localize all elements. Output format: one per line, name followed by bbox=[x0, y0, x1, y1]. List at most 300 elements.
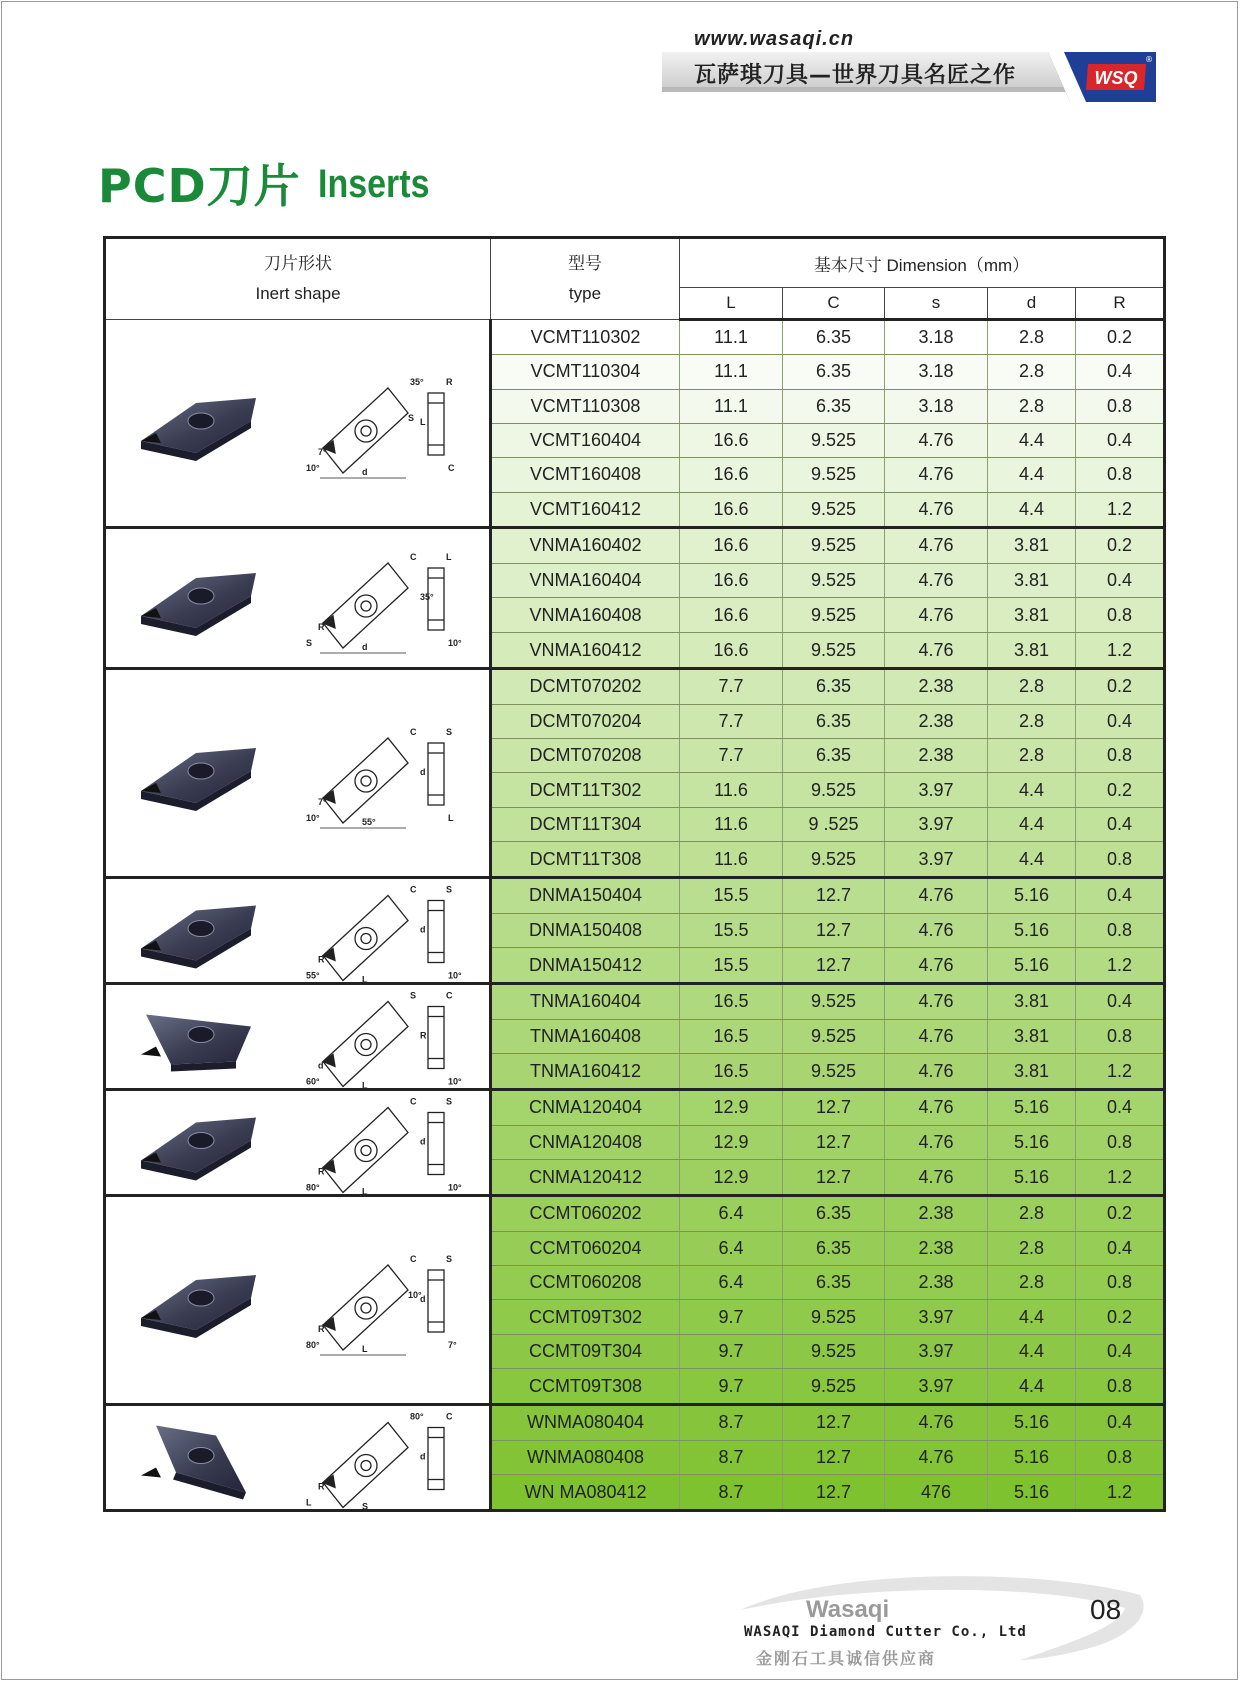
type-cell: VNMA160404 bbox=[491, 563, 680, 598]
dimension-label: L bbox=[362, 974, 368, 982]
dimension-label: L bbox=[362, 1080, 368, 1088]
dim-cell-R: 0.8 bbox=[1076, 1125, 1165, 1160]
dim-cell-L: 16.6 bbox=[680, 633, 783, 669]
dim-cell-s: 3.97 bbox=[885, 773, 988, 807]
dim-cell-R: 0.2 bbox=[1076, 1196, 1165, 1232]
dim-cell-d: 4.4 bbox=[988, 807, 1076, 841]
table-row bbox=[105, 528, 1165, 564]
dimension-label: 10° bbox=[408, 1290, 422, 1300]
vcmt-insert-diagram bbox=[106, 320, 489, 526]
dimension-label: C bbox=[446, 990, 453, 1001]
dim-cell-d: 3.81 bbox=[988, 598, 1076, 633]
dim-cell-s: 2.38 bbox=[885, 1265, 988, 1299]
dim-cell-L: 11.6 bbox=[680, 842, 783, 878]
dim-cell-L: 7.7 bbox=[680, 738, 783, 772]
insert-drawing bbox=[320, 1265, 444, 1355]
dimension-label: C bbox=[410, 1254, 417, 1264]
dim-cell-C: 9.525 bbox=[783, 423, 885, 457]
header-shape bbox=[105, 238, 491, 320]
dimension-label: 80° bbox=[410, 1411, 424, 1422]
dim-cell-L: 7.7 bbox=[680, 704, 783, 738]
insert-photo bbox=[141, 906, 256, 969]
dim-cell-d: 2.8 bbox=[988, 320, 1076, 355]
type-cell: CNMA120404 bbox=[491, 1090, 680, 1126]
header-type bbox=[491, 238, 680, 320]
dim-cell-L: 11.1 bbox=[680, 320, 783, 355]
type-cell: CCMT09T302 bbox=[491, 1300, 680, 1334]
dim-cell-L: 8.7 bbox=[680, 1475, 783, 1511]
dim-cell-L: 11.1 bbox=[680, 389, 783, 423]
dim-cell-R: 0.8 bbox=[1076, 598, 1165, 633]
table-row bbox=[105, 878, 1165, 914]
dim-cell-d: 4.4 bbox=[988, 773, 1076, 807]
dimension-label: C bbox=[410, 552, 417, 562]
dimension-label: C bbox=[410, 884, 417, 895]
dim-cell-R: 0.8 bbox=[1076, 1265, 1165, 1299]
spec-table-body bbox=[105, 320, 1165, 1511]
dim-cell-d: 5.16 bbox=[988, 1160, 1076, 1196]
dim-cell-s: 3.97 bbox=[885, 842, 988, 878]
dim-cell-C: 6.35 bbox=[783, 389, 885, 423]
dim-cell-C: 9.525 bbox=[783, 1019, 885, 1054]
insert-drawing bbox=[320, 896, 444, 983]
table-row bbox=[105, 1405, 1165, 1441]
footer-tagline: 金刚石工具诚信供应商 bbox=[756, 1649, 937, 1668]
type-cell: WN MA080412 bbox=[491, 1475, 680, 1511]
header-shape-cn: 刀片形状 bbox=[264, 254, 332, 273]
header-R: R bbox=[1076, 288, 1165, 320]
dim-cell-R: 0.2 bbox=[1076, 773, 1165, 807]
header-type-cn: 型号 bbox=[568, 254, 602, 273]
dim-cell-s: 4.76 bbox=[885, 1125, 988, 1160]
dim-cell-C: 12.7 bbox=[783, 878, 885, 914]
dimension-label: d bbox=[362, 467, 368, 477]
shape-cell bbox=[105, 1090, 491, 1196]
type-cell: CCMT09T304 bbox=[491, 1334, 680, 1368]
dim-cell-C: 9.525 bbox=[783, 1300, 885, 1334]
table-row bbox=[105, 1090, 1165, 1126]
dimension-label: d bbox=[420, 767, 426, 777]
dim-cell-L: 16.6 bbox=[680, 563, 783, 598]
dim-cell-s: 476 bbox=[885, 1475, 988, 1511]
dim-cell-L: 7.7 bbox=[680, 669, 783, 705]
dim-cell-R: 0.8 bbox=[1076, 1019, 1165, 1054]
dimension-label: L bbox=[306, 1497, 312, 1508]
dim-cell-C: 12.7 bbox=[783, 1440, 885, 1475]
dimension-label: d bbox=[362, 642, 368, 652]
insert-photo bbox=[141, 398, 256, 461]
dimension-label: R bbox=[318, 954, 325, 965]
type-cell: VNMA160412 bbox=[491, 633, 680, 669]
dim-cell-R: 0.8 bbox=[1076, 1440, 1165, 1475]
dim-cell-s: 4.76 bbox=[885, 1160, 988, 1196]
dimension-label: L bbox=[446, 552, 452, 562]
dim-cell-C: 9.525 bbox=[783, 598, 885, 633]
wnma-insert-diagram bbox=[106, 1406, 489, 1509]
dim-cell-C: 9.525 bbox=[783, 563, 885, 598]
dim-cell-R: 0.4 bbox=[1076, 1090, 1165, 1126]
type-cell: DCMT070202 bbox=[491, 669, 680, 705]
dimension-label: d bbox=[420, 924, 426, 935]
dimension-label: S bbox=[446, 727, 453, 737]
table-row bbox=[105, 320, 1165, 355]
dim-cell-s: 4.76 bbox=[885, 598, 988, 633]
dim-cell-R: 1.2 bbox=[1076, 1054, 1165, 1090]
dim-cell-C: 9.525 bbox=[783, 1369, 885, 1405]
dim-cell-d: 4.4 bbox=[988, 492, 1076, 527]
dimension-label: C bbox=[410, 1096, 417, 1107]
dim-cell-s: 4.76 bbox=[885, 913, 988, 948]
shape-cell bbox=[105, 1196, 491, 1405]
spec-table-wrap bbox=[103, 236, 1166, 1512]
type-cell: DNMA150408 bbox=[491, 913, 680, 948]
logo-registered-mark: ® bbox=[1145, 55, 1153, 64]
dim-cell-L: 6.4 bbox=[680, 1196, 783, 1232]
dim-cell-C: 12.7 bbox=[783, 948, 885, 984]
dim-cell-d: 5.16 bbox=[988, 1090, 1076, 1126]
header-C: C bbox=[783, 288, 885, 320]
dim-cell-C: 12.7 bbox=[783, 1125, 885, 1160]
dimension-label: 35° bbox=[410, 377, 424, 387]
table-row bbox=[105, 1196, 1165, 1232]
dim-cell-R: 0.8 bbox=[1076, 389, 1165, 423]
dim-cell-d: 2.8 bbox=[988, 389, 1076, 423]
dim-cell-C: 6.35 bbox=[783, 669, 885, 705]
dim-cell-d: 2.8 bbox=[988, 738, 1076, 772]
dimension-label: C bbox=[446, 1411, 453, 1422]
dim-cell-L: 16.6 bbox=[680, 528, 783, 564]
dimension-label: 35° bbox=[420, 592, 434, 602]
dimension-label: R bbox=[318, 622, 325, 632]
insert-photo bbox=[141, 1275, 256, 1338]
insert-drawing bbox=[320, 563, 444, 653]
dim-cell-d: 3.81 bbox=[988, 563, 1076, 598]
dimension-label: 7° bbox=[318, 797, 327, 807]
header-shape-en: Inert shape bbox=[255, 284, 341, 303]
dim-cell-R: 1.2 bbox=[1076, 1475, 1165, 1511]
type-cell: VNMA160408 bbox=[491, 598, 680, 633]
type-cell: TNMA160404 bbox=[491, 984, 680, 1020]
dim-cell-L: 15.5 bbox=[680, 878, 783, 914]
dim-cell-d: 4.4 bbox=[988, 458, 1076, 492]
dim-cell-d: 2.8 bbox=[988, 704, 1076, 738]
insert-photo bbox=[141, 573, 256, 636]
type-cell: DCMT070204 bbox=[491, 704, 680, 738]
dim-cell-d: 2.8 bbox=[988, 1265, 1076, 1299]
dimension-label: d bbox=[318, 1060, 324, 1071]
dim-cell-s: 4.76 bbox=[885, 492, 988, 527]
header-d: d bbox=[988, 288, 1076, 320]
dim-cell-R: 0.4 bbox=[1076, 423, 1165, 457]
dim-cell-L: 16.5 bbox=[680, 984, 783, 1020]
dim-cell-L: 16.5 bbox=[680, 1019, 783, 1054]
footer-company: WASAQI Diamond Cutter Co., Ltd bbox=[744, 1624, 1027, 1640]
dim-cell-R: 0.2 bbox=[1076, 320, 1165, 355]
dimension-label: 7° bbox=[448, 1340, 457, 1350]
header-L: L bbox=[680, 288, 783, 320]
type-cell: CCMT060204 bbox=[491, 1231, 680, 1265]
site-url[interactable]: www.wasaqi.cn bbox=[694, 28, 855, 50]
type-cell: VCMT110302 bbox=[491, 320, 680, 355]
dim-cell-d: 4.4 bbox=[988, 1369, 1076, 1405]
dim-cell-C: 6.35 bbox=[783, 1231, 885, 1265]
insert-photo bbox=[141, 1426, 246, 1500]
dim-cell-L: 16.6 bbox=[680, 458, 783, 492]
dim-cell-L: 12.9 bbox=[680, 1125, 783, 1160]
dim-cell-R: 0.4 bbox=[1076, 563, 1165, 598]
dim-cell-C: 9 .525 bbox=[783, 807, 885, 841]
dim-cell-C: 6.35 bbox=[783, 355, 885, 389]
shape-cell bbox=[105, 1405, 491, 1511]
type-cell: VCMT110304 bbox=[491, 355, 680, 389]
dim-cell-R: 0.8 bbox=[1076, 913, 1165, 948]
type-cell: DCMT11T304 bbox=[491, 807, 680, 841]
dim-cell-L: 16.6 bbox=[680, 423, 783, 457]
footer-brand: Wasaqi bbox=[806, 1596, 890, 1623]
dim-cell-C: 9.525 bbox=[783, 1334, 885, 1368]
dim-cell-R: 0.8 bbox=[1076, 842, 1165, 878]
dim-cell-d: 5.16 bbox=[988, 878, 1076, 914]
dimension-label: d bbox=[420, 1451, 426, 1462]
dim-cell-C: 9.525 bbox=[783, 528, 885, 564]
dim-cell-d: 5.16 bbox=[988, 948, 1076, 984]
dim-cell-d: 5.16 bbox=[988, 913, 1076, 948]
dim-cell-L: 6.4 bbox=[680, 1265, 783, 1299]
dim-cell-d: 2.8 bbox=[988, 1196, 1076, 1232]
dim-cell-C: 12.7 bbox=[783, 1160, 885, 1196]
type-cell: CNMA120412 bbox=[491, 1160, 680, 1196]
dimension-label: 55° bbox=[306, 970, 320, 981]
dim-cell-R: 1.2 bbox=[1076, 948, 1165, 984]
dim-cell-R: 0.4 bbox=[1076, 878, 1165, 914]
wsq-logo bbox=[1048, 52, 1156, 102]
shape-cell bbox=[105, 669, 491, 878]
dim-cell-C: 9.525 bbox=[783, 458, 885, 492]
dimension-label: 10° bbox=[306, 463, 320, 473]
logo-text: WSQ bbox=[1094, 68, 1138, 88]
insert-drawing bbox=[320, 1108, 444, 1195]
dim-cell-s: 4.76 bbox=[885, 528, 988, 564]
dim-cell-C: 9.525 bbox=[783, 492, 885, 527]
dim-cell-s: 2.38 bbox=[885, 1196, 988, 1232]
dim-cell-d: 4.4 bbox=[988, 842, 1076, 878]
dimension-label: R bbox=[318, 1166, 325, 1177]
tnma-insert-diagram bbox=[106, 985, 489, 1088]
dimension-label: d bbox=[420, 1136, 426, 1147]
dimension-label: L bbox=[362, 1186, 368, 1194]
dimension-label: d bbox=[420, 1294, 426, 1304]
page-title-en: Inserts bbox=[318, 162, 430, 206]
dimension-label: S bbox=[446, 1096, 453, 1107]
header-s: s bbox=[885, 288, 988, 320]
dimension-label: 10° bbox=[306, 813, 320, 823]
dim-cell-C: 12.7 bbox=[783, 1405, 885, 1441]
dim-cell-L: 11.6 bbox=[680, 807, 783, 841]
dimension-label: 10° bbox=[448, 638, 462, 648]
dim-cell-R: 0.8 bbox=[1076, 1369, 1165, 1405]
dim-cell-L: 16.5 bbox=[680, 1054, 783, 1090]
dim-cell-R: 0.4 bbox=[1076, 807, 1165, 841]
dim-cell-d: 4.4 bbox=[988, 1300, 1076, 1334]
type-cell: VCMT160404 bbox=[491, 423, 680, 457]
dim-cell-d: 5.16 bbox=[988, 1475, 1076, 1511]
dim-cell-C: 9.525 bbox=[783, 773, 885, 807]
insert-photo bbox=[141, 1015, 251, 1072]
dimension-label: 60° bbox=[306, 1076, 320, 1087]
dim-cell-s: 4.76 bbox=[885, 423, 988, 457]
dim-cell-R: 0.4 bbox=[1076, 704, 1165, 738]
type-cell: DCMT11T308 bbox=[491, 842, 680, 878]
dim-cell-C: 6.35 bbox=[783, 320, 885, 355]
dim-cell-R: 1.2 bbox=[1076, 1160, 1165, 1196]
dim-cell-d: 5.16 bbox=[988, 1405, 1076, 1441]
dim-cell-L: 6.4 bbox=[680, 1231, 783, 1265]
dim-cell-L: 12.9 bbox=[680, 1090, 783, 1126]
dim-cell-s: 2.38 bbox=[885, 1231, 988, 1265]
dim-cell-L: 8.7 bbox=[680, 1440, 783, 1475]
type-cell: CCMT060202 bbox=[491, 1196, 680, 1232]
insert-drawing bbox=[320, 388, 444, 478]
dim-cell-d: 3.81 bbox=[988, 1019, 1076, 1054]
dim-cell-d: 5.16 bbox=[988, 1440, 1076, 1475]
dim-cell-s: 2.38 bbox=[885, 704, 988, 738]
type-cell: VCMT110308 bbox=[491, 389, 680, 423]
dim-cell-R: 1.2 bbox=[1076, 492, 1165, 527]
dimension-label: S bbox=[306, 638, 313, 648]
dim-cell-L: 9.7 bbox=[680, 1300, 783, 1334]
dimension-label: 80° bbox=[306, 1340, 320, 1350]
dim-cell-C: 6.35 bbox=[783, 1265, 885, 1299]
dim-cell-s: 4.76 bbox=[885, 1019, 988, 1054]
dim-cell-d: 2.8 bbox=[988, 1231, 1076, 1265]
dim-cell-d: 3.81 bbox=[988, 984, 1076, 1020]
dcmt-insert-diagram bbox=[106, 670, 489, 876]
type-cell: CNMA120408 bbox=[491, 1125, 680, 1160]
dim-cell-R: 0.4 bbox=[1076, 1231, 1165, 1265]
dim-cell-C: 9.525 bbox=[783, 984, 885, 1020]
ccmt-insert-diagram bbox=[106, 1197, 489, 1403]
dim-cell-C: 6.35 bbox=[783, 738, 885, 772]
type-cell: DCMT070208 bbox=[491, 738, 680, 772]
dim-cell-s: 4.76 bbox=[885, 878, 988, 914]
type-cell: DNMA150404 bbox=[491, 878, 680, 914]
dim-cell-C: 12.7 bbox=[783, 1090, 885, 1126]
table-row bbox=[105, 984, 1165, 1020]
dim-cell-C: 6.35 bbox=[783, 1196, 885, 1232]
dim-cell-R: 1.2 bbox=[1076, 633, 1165, 669]
dim-cell-d: 3.81 bbox=[988, 1054, 1076, 1090]
dim-cell-s: 4.76 bbox=[885, 633, 988, 669]
dimension-label: 80° bbox=[306, 1182, 320, 1193]
dim-cell-d: 5.16 bbox=[988, 1125, 1076, 1160]
dimension-label: 10° bbox=[448, 1182, 462, 1193]
insert-photo bbox=[141, 748, 256, 811]
type-cell: TNMA160412 bbox=[491, 1054, 680, 1090]
cnma-insert-diagram bbox=[106, 1091, 489, 1194]
dimension-label: C bbox=[448, 463, 455, 473]
dim-cell-C: 12.7 bbox=[783, 1475, 885, 1511]
dimension-label: L bbox=[362, 1344, 368, 1354]
dimension-label: R bbox=[318, 1324, 325, 1334]
type-cell: VNMA160402 bbox=[491, 528, 680, 564]
dim-cell-R: 0.2 bbox=[1076, 1300, 1165, 1334]
dimension-label: 10° bbox=[448, 970, 462, 981]
inserts-spec-table bbox=[103, 236, 1166, 1512]
insert-photo bbox=[141, 1118, 256, 1181]
insert-drawing bbox=[320, 1002, 444, 1089]
dim-cell-s: 3.97 bbox=[885, 1369, 988, 1405]
dimension-label: S bbox=[446, 884, 453, 895]
dimension-label: 7° bbox=[318, 447, 327, 457]
dimension-label: S bbox=[362, 1501, 369, 1509]
dim-cell-s: 3.97 bbox=[885, 1334, 988, 1368]
dim-cell-L: 9.7 bbox=[680, 1334, 783, 1368]
dim-cell-s: 4.76 bbox=[885, 984, 988, 1020]
dimension-label: S bbox=[408, 413, 415, 423]
dimension-label: L bbox=[448, 813, 454, 823]
dim-cell-L: 11.1 bbox=[680, 355, 783, 389]
dim-cell-s: 4.76 bbox=[885, 1405, 988, 1441]
page-title: PCD刀片 bbox=[98, 159, 301, 213]
page-number: 08 bbox=[1090, 1594, 1122, 1625]
insert-drawing bbox=[320, 1423, 444, 1510]
dim-cell-R: 0.8 bbox=[1076, 738, 1165, 772]
type-cell: CCMT060208 bbox=[491, 1265, 680, 1299]
dim-cell-s: 4.76 bbox=[885, 458, 988, 492]
type-cell: DNMA150412 bbox=[491, 948, 680, 984]
dim-cell-s: 2.38 bbox=[885, 669, 988, 705]
dim-cell-L: 16.6 bbox=[680, 492, 783, 527]
dim-cell-s: 3.18 bbox=[885, 320, 988, 355]
dim-cell-s: 4.76 bbox=[885, 1054, 988, 1090]
dim-cell-L: 15.5 bbox=[680, 913, 783, 948]
dim-cell-C: 12.7 bbox=[783, 913, 885, 948]
dim-cell-s: 4.76 bbox=[885, 1440, 988, 1475]
dim-cell-L: 9.7 bbox=[680, 1369, 783, 1405]
dim-cell-C: 9.525 bbox=[783, 633, 885, 669]
dimension-label: C bbox=[410, 727, 417, 737]
dim-cell-C: 9.525 bbox=[783, 1054, 885, 1090]
table-row bbox=[105, 669, 1165, 705]
dim-cell-C: 6.35 bbox=[783, 704, 885, 738]
dim-cell-d: 3.81 bbox=[988, 633, 1076, 669]
slogan: 瓦萨琪刀具—世界刀具名匠之作 bbox=[694, 63, 1017, 88]
vnma-insert-diagram bbox=[106, 529, 489, 667]
dim-cell-R: 0.4 bbox=[1076, 1334, 1165, 1368]
dim-cell-d: 2.8 bbox=[988, 669, 1076, 705]
dim-cell-s: 3.18 bbox=[885, 355, 988, 389]
dimension-label: L bbox=[420, 417, 426, 427]
dim-cell-R: 0.2 bbox=[1076, 528, 1165, 564]
type-cell: VCMT160412 bbox=[491, 492, 680, 527]
dim-cell-s: 2.38 bbox=[885, 738, 988, 772]
dim-cell-L: 8.7 bbox=[680, 1405, 783, 1441]
type-cell: VCMT160408 bbox=[491, 458, 680, 492]
type-cell: DCMT11T302 bbox=[491, 773, 680, 807]
shape-cell bbox=[105, 528, 491, 669]
shape-cell bbox=[105, 984, 491, 1090]
dim-cell-L: 11.6 bbox=[680, 773, 783, 807]
dnma-insert-diagram bbox=[106, 879, 489, 982]
dim-cell-C: 9.525 bbox=[783, 842, 885, 878]
dimension-label: R bbox=[318, 1481, 325, 1492]
dim-cell-R: 0.4 bbox=[1076, 1405, 1165, 1441]
shape-cell bbox=[105, 320, 491, 528]
dimension-label: S bbox=[410, 990, 417, 1001]
dimension-label: R bbox=[420, 1030, 427, 1041]
dim-cell-s: 4.76 bbox=[885, 948, 988, 984]
dim-cell-R: 0.4 bbox=[1076, 355, 1165, 389]
